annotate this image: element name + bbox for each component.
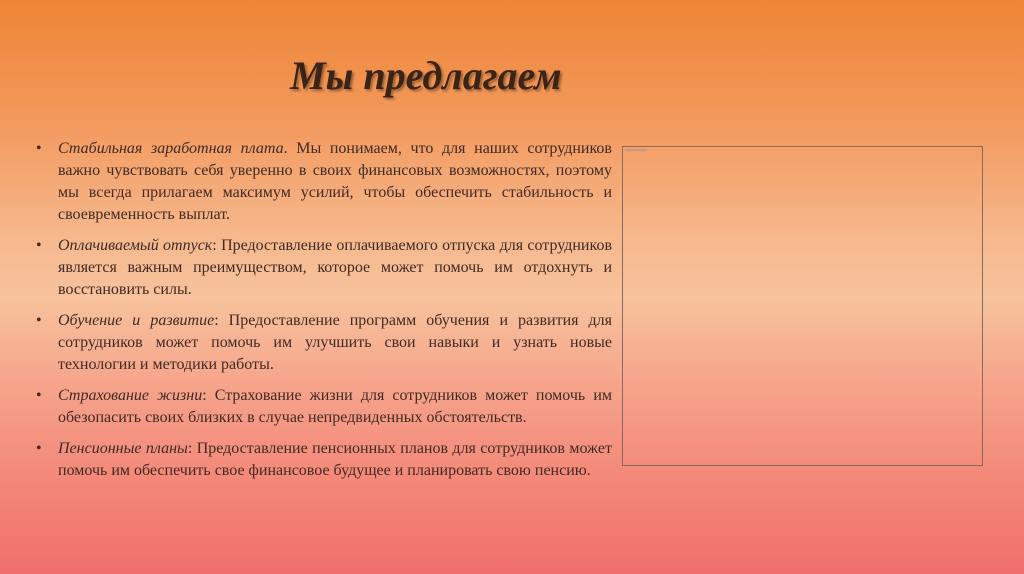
bullet-term: Пенсионные планы xyxy=(58,440,188,457)
bullet-text: Предоставление пенсионных планов для сотрудников может помочь им обеспечить свое финансовое будущее и планировать свою пенсию. xyxy=(58,440,612,479)
bullet-term: Стабильная заработная плата xyxy=(58,140,284,157)
bullet-dot: • xyxy=(36,387,42,404)
bullet-text: Мы понимаем, что для наших сотрудников важно чувствовать себя уверенно в своих финансовых возможностях, поэтому мы всегда прилагаем максимум усилий, чтобы обеспечить стабильность и своевременность выплат. xyxy=(58,140,612,223)
image-placeholder xyxy=(622,146,983,466)
list-item xyxy=(36,138,612,226)
bullet-text: Предоставление оплачиваемого отпуска для сотрудников является важным преимуществом, которое может помочь им отдохнуть и восстановить силы. xyxy=(58,237,612,298)
bullet-separator: : xyxy=(187,440,193,457)
bullet-text: Страхование жизни для сотрудников может помочь им обезопасить своих близких в случае непредвиденных обстоятельств. xyxy=(58,387,613,426)
bullet-separator: : xyxy=(212,237,217,254)
bullet-term: Оплачиваемый отпуск xyxy=(58,237,213,254)
bullet-separator: : xyxy=(202,387,207,404)
bullet-separator: . xyxy=(283,140,288,157)
bullet-dot: • xyxy=(36,312,42,329)
bullet-dot: • xyxy=(36,140,42,157)
bullet-text: Предоставление программ обучения и развития для сотрудников может помочь им улучшить свои навыки и узнать новые технологии и методики работы. xyxy=(58,312,613,373)
placeholder-mark xyxy=(625,149,647,151)
bullet-dot: • xyxy=(36,440,42,457)
list-item xyxy=(36,235,612,301)
benefits-list xyxy=(36,138,612,491)
list-item xyxy=(36,438,612,482)
list-item xyxy=(36,385,612,429)
list-item xyxy=(36,310,612,376)
bullet-separator: : xyxy=(214,312,219,329)
bullet-term: Страхование жизни xyxy=(58,387,203,404)
slide-title: Мы предлагаем xyxy=(290,53,562,98)
bullet-term: Обучение и развитие xyxy=(58,312,215,329)
bullet-dot: • xyxy=(36,237,42,254)
